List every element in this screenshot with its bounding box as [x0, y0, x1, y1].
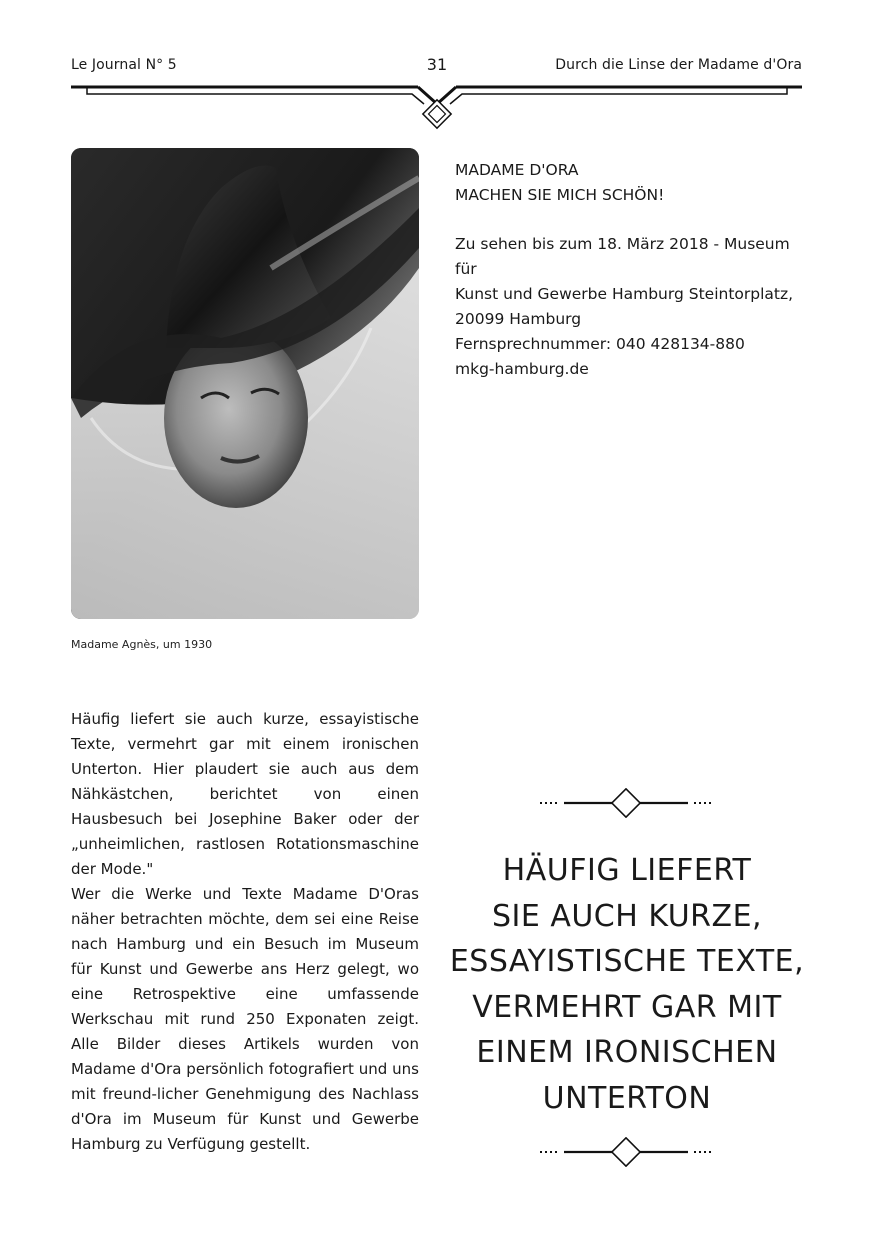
- body-paragraph-1: Häufig liefert sie auch kurze, essayistische Texte, vermehrt gar mit einem ironischen Unterton. Hier plaudert sie auch aus dem Nähkästchen, berichtet von einen Hausbesuch bei Josephine Baker oder der „unheimlichen, rastlosen Rotationsmaschine der Mode.": [71, 710, 419, 878]
- ornament-diamond-icon: [612, 1138, 640, 1166]
- running-header-left: Le Journal N° 5: [71, 57, 177, 73]
- header-rule-left-thin: [87, 87, 424, 104]
- page-number: 31: [426, 55, 448, 74]
- header-diamond-outer-icon: [423, 100, 451, 128]
- exhibition-details-line2: Kunst und Gewerbe Hamburg Steintorplatz,: [455, 285, 794, 303]
- photo-caption: Madame Agnès, um 1930: [71, 638, 213, 651]
- exhibition-details-line1: Zu sehen bis zum 18. März 2018 - Museum für: [455, 235, 790, 278]
- pullquote-line6: UNTERTON: [542, 1080, 712, 1116]
- pullquote-line4: VERMEHRT GAR MIT: [472, 989, 782, 1025]
- pullquote-line1: HÄUFIG LIEFERT: [502, 853, 752, 888]
- exhibition-website: mkg-hamburg.de: [455, 360, 589, 378]
- pullquote-line2: SIE AUCH KURZE,: [491, 898, 763, 934]
- pullquote-line3: ESSAYISTISCHE TEXTE,: [449, 944, 805, 979]
- exhibition-title-line1: MADAME D'ORA: [455, 161, 579, 179]
- pullquote-line5: EINEM IRONISCHEN: [476, 1035, 778, 1070]
- header-art-deco-rule: [0, 78, 874, 138]
- pullquote: [446, 848, 808, 1121]
- exhibition-contact: [455, 332, 745, 382]
- ornament-diamond-icon: [612, 789, 640, 817]
- body-paragraph-2: Wer die Werke und Texte Madame D'Oras näher betrachten möchte, dem sei eine Reise nach Hamburg und ein Besuch im Museum für Kunst und Gewerbe ans Herz gelegt, wo eine Retrospektive eine umfassende Werkschau mit rund 250 Exponaten zeigt. Alle Bilder dieses Artikels wurden von Madame d'Ora persönlich fotografiert und uns mit freund-licher Genehmigung des Nachlass d'Ora im Museum für Kunst und Gewerbe Hamburg zu Verfügung gestellt.: [71, 885, 419, 1153]
- header-rule-right-thin: [450, 87, 787, 104]
- running-header-right: Durch die Linse der Madame d'Ora: [555, 57, 802, 73]
- exhibition-title-line2: MACHEN SIE MICH SCHÖN!: [455, 186, 665, 204]
- exhibition-details: [455, 232, 815, 332]
- portrait-photo: [71, 148, 419, 619]
- pullquote-ornament-top: [536, 788, 716, 818]
- exhibition-title: [455, 158, 664, 208]
- exhibition-details-line3: 20099 Hamburg: [455, 310, 582, 328]
- portrait-illustration: [71, 148, 419, 619]
- exhibition-phone: Fernsprechnummer: 040 428134-880: [455, 335, 745, 353]
- pullquote-ornament-bottom: [536, 1137, 716, 1167]
